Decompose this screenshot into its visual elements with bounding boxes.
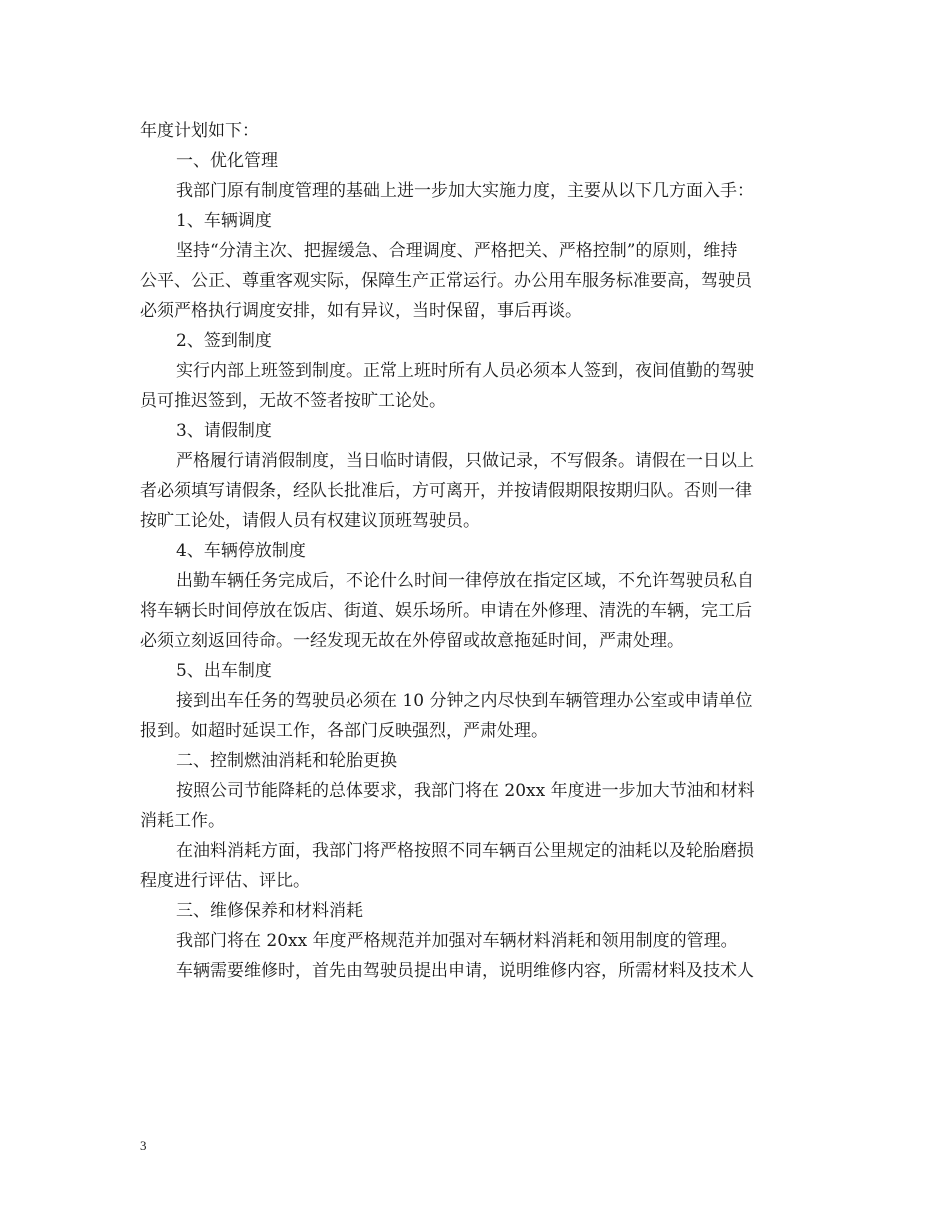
subsection-heading: 5、出车制度	[176, 661, 272, 681]
text-line: 按旷工论处，请假人员有权建议顶班驾驶员。	[140, 511, 480, 531]
text-line: 程度进行评估、评比。	[140, 871, 310, 891]
text-line: 坚持“分清主次、把握缓急、合理调度、严格把关、严格控制”的原则，维持	[176, 241, 738, 261]
text-line: 将车辆长时间停放在饭店、街道、娱乐场所。申请在外修理、清洗的车辆，完工后	[140, 601, 752, 621]
text-line: 必须严格执行调度安排，如有异议，当时保留，事后再谈。	[140, 301, 582, 321]
text-line: 者必须填写请假条，经队长批准后，方可离开，并按请假期限按期归队。否则一律	[140, 481, 752, 501]
text-line: 接到出车任务的驾驶员必须在 10 分钟之内尽快到车辆管理办公室或申请单位	[176, 691, 753, 711]
text-line: 在油料消耗方面，我部门将严格按照不同车辆百公里规定的油耗以及轮胎磨损	[176, 841, 754, 861]
text-line: 出勤车辆任务完成后，不论什么时间一律停放在指定区域，不允许驾驶员私自	[176, 571, 754, 591]
subsection-heading: 2、签到制度	[176, 331, 272, 351]
text-line: 按照公司节能降耗的总体要求，我部门将在 20xx 年度进一步加大节油和材料	[176, 781, 755, 801]
section-heading: 二、控制燃油消耗和轮胎更换	[176, 751, 397, 771]
text-line: 报到。如超时延误工作，各部门反映强烈，严肃处理。	[140, 721, 548, 741]
page-number: 3	[140, 1138, 147, 1153]
text-line: 车辆需要维修时，首先由驾驶员提出申请，说明维修内容，所需材料及技术人	[176, 961, 754, 981]
text-line: 员可推迟签到，无故不签者按旷工论处。	[140, 391, 446, 411]
section-heading: 一、优化管理	[176, 151, 278, 171]
text-line: 我部门将在 20xx 年度严格规范并加强对车辆材料消耗和领用制度的管理。	[176, 931, 738, 951]
text-line: 年度计划如下：	[140, 121, 259, 141]
document-body	[140, 116, 816, 986]
subsection-heading: 4、车辆停放制度	[176, 541, 306, 561]
text-line: 我部门原有制度管理的基础上进一步加大实施力度，主要从以下几方面入手：	[176, 181, 754, 201]
text-line: 消耗工作。	[140, 811, 225, 831]
text-line: 公平、公正、尊重客观实际，保障生产正常运行。办公用车服务标准要高，驾驶员	[140, 271, 752, 291]
section-heading: 三、维修保养和材料消耗	[176, 901, 363, 921]
subsection-heading: 3、请假制度	[176, 421, 272, 441]
text-line: 实行内部上班签到制度。正常上班时所有人员必须本人签到，夜间值勤的驾驶	[176, 361, 754, 381]
text-line: 严格履行请消假制度，当日临时请假，只做记录，不写假条。请假在一日以上	[176, 451, 754, 471]
subsection-heading: 1、车辆调度	[176, 211, 272, 231]
text-line: 必须立刻返回待命。一经发现无故在外停留或故意拖延时间，严肃处理。	[140, 631, 684, 651]
